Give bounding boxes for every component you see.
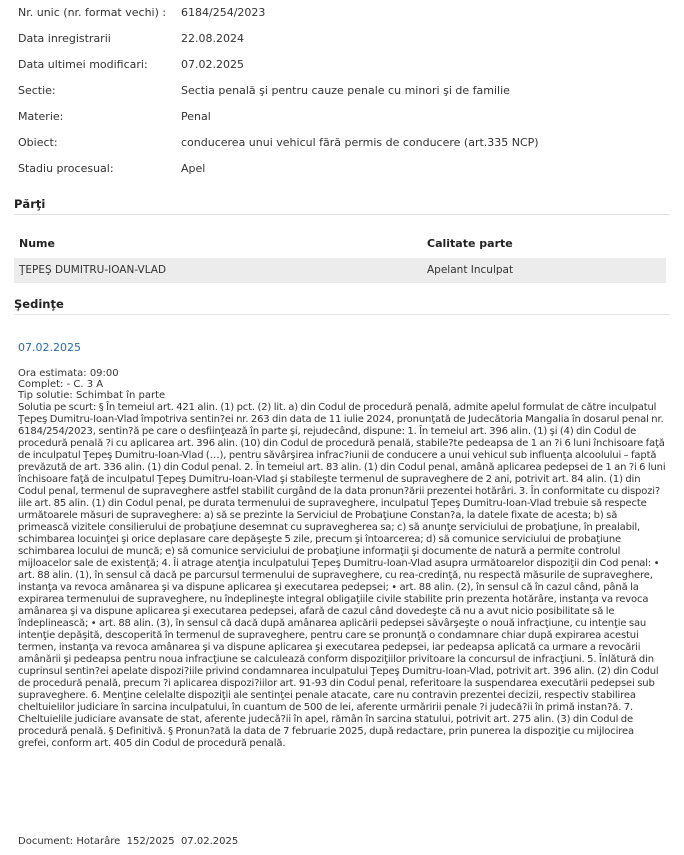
detail-label: Obiect: — [18, 136, 58, 149]
parti-section-title: Părţi — [14, 197, 46, 211]
hearing-panel: Complet: - C. 3 A — [18, 379, 104, 390]
section-divider — [14, 214, 670, 215]
detail-value: 07.02.2025 — [181, 58, 244, 71]
detail-row-data-ultimei-modificari — [18, 52, 668, 78]
detail-row-stadiu-procesual — [18, 156, 668, 182]
detail-row-nr-unic — [18, 0, 668, 26]
detail-row-materie — [18, 104, 668, 130]
party-role: Apelant Inculpat — [427, 264, 514, 276]
column-header-role: Calitate parte — [427, 237, 513, 250]
detail-value: 6184/254/2023 — [181, 6, 266, 19]
detail-row-obiect — [18, 130, 668, 156]
parti-table-row — [14, 258, 666, 283]
detail-label: Sectie: — [18, 84, 56, 97]
detail-label: Nr. unic (nr. format vechi) : — [18, 6, 167, 19]
case-details — [18, 0, 668, 182]
detail-row-data-inregistrarii — [18, 26, 668, 52]
sedinte-section-title: Şedinţe — [14, 297, 64, 311]
hearing-time: Ora estimata: 09:00 — [18, 368, 119, 379]
column-header-name: Nume — [19, 237, 55, 250]
detail-label: Materie: — [18, 110, 64, 123]
detail-value: Penal — [181, 110, 211, 123]
section-divider — [14, 314, 670, 315]
solution-summary: Solutia pe scurt: § În temeiul art. 421 alin. (1) pct. (2) lit. a) din Codul de procedură penală, admite apelul formulat de către inculpatul Ţepeş Dumitru-Ioan-Vlad împotriva sentin?ei nr. 263 din data de 11 iulie 2024, pronunţată de Judecătoria Mangalia în dosarul penal nr. 6184/254/2023, sentin?ă pe care o desfiinţează în parte şi, rejudecând, dispune: 1. În temeiul art. 396 alin. (1) şi (4) din Codul de procedură penală ?i cu aplicarea art. 396 alin. (10) din Codul de procedură penală, stabile?te pedeapsa de 1 an ?i 6 luni închisoare faţă de inculpatul Ţepeş Dumitru-Ioan-Vlad (…), pentru săvârşirea infrac?iunii de conducere a unui vehicul sub influenţa alcoolului – faptă prevăzută de art. 336 alin. (1) din Codul penal. 2. În temeiul art. 83 alin. (1) din Codul penal, amână aplicarea pedepsei de 1 an ?i 6 luni închisoare faţă de inculpatul Ţepeş Dumitru-Ioan-Vlad şi stabileşte termenul de supraveghere de 2 ani, potrivit art. 84 alin. (1) din Codul penal, termenul de supraveghere astfel stabilit curgând de la data pronun?ării prezentei hotărâri. 3. În conformitate cu dispozi?iile art. 85 alin. (1) din Codul penal, pe durata termenului de supraveghere, inculpatul Ţepeş Dumitru-Ioan-Vlad trebuie să respecte următoarele măsuri de supraveghere: a) să se prezinte la Serviciul de Probaţiune Constan?a, la datele fixate de acesta; b) să primească vizitele consilierului de probaţiune desemnat cu supravegherea sa; c) să anunţe serviciului de probaţiune, în prealabil, schimbarea locuinţei şi orice deplasare care depăşeşte 5 zile, precum şi întoarcerea; d) să comunice serviciului de probaţiune schimbarea locului de muncă; e) să comunice serviciului de probaţiune informaţii şi documente de natură a permite controlul mijloacelor sale de existenţă; 4. Îi atrage atenţia inculpatului Ţepeş Dumitru-Ioan-Vlad asupra următoarelor dispoziţii din Cod penal: • art. 88 alin. (1), în sensul că dacă pe parcursul termenului de supraveghere, cu rea-credinţă, nu respectă măsurile de supraveghere, instanţa va revoca amânarea şi va dispune aplicarea şi executarea pedepsei; • art. 88 alin. (2), în sensul că în cazul când, până la expirarea termenului de supraveghere, nu îndeplineşte integral obligaţiile civile stabilite prin prezenta hotărâre, instanţa va revoca amânarea şi va dispune aplicarea şi executarea pedepsei, afară de cazul când dovedeşte că nu a avut nicio posibilitate să le îndeplinească; • art. 88 alin. (3), în sensul că dacă după amânarea aplicării pedepsei săvârşeşte o nouă infracţiune, cu intenţie sau intenţie depăşită, descoperită în termenul de supraveghere, pentru care se pronunţă o condamnare chiar după expirarea acestui termen, instanţa va revoca amânarea şi va dispune aplicarea şi executarea pedepsei, iar pedeapsa aplicată ca urmare a revocării amânării şi pedeapsa pentru noua infracţiune se calculează conform dispoziţiilor privitoare la concursul de infracţiuni. 5. Înlătură din cuprinsul sentin?ei apelate dispozi?iile privind condamnarea inculpatului Ţepeş Dumitru-Ioan-Vlad, potrivit art. 396 alin. (2) din Codul de procedură penală, precum ?i aplicarea dispozi?iilor art. 91-93 din Codul penal, referitoare la suspendarea executării pedepsei sub supraveghere. 6. Menţine celelalte dispoziţii ale sentinţei penale atacate, care nu contravin prezentei decizii, respectiv stabilirea cheltuielilor judiciare în sarcina inculpatului, în cuantum de 500 de lei, aferente urmăririi penale ?i judecă?ii în primă instan?ă. 7. Cheltuielile judiciare avansate de stat, aferente judecă?ii în apel, rămân în sarcina statului, potrivit art. 275 alin. (3) din Codul de procedură penală. § Definitivă. § Pronun?ată la data de 7 februarie 2025, după redactare, prin punerea la dispoziţie cu mijlocirea grefei, conform art. 405 din Codul de procedură penală. — [18, 402, 666, 749]
detail-row-sectie — [18, 78, 668, 104]
detail-value: Apel — [181, 162, 206, 175]
solution-type: Tip solutie: Schimbat în parte — [18, 390, 166, 401]
detail-label: Data inregistrarii — [18, 32, 111, 45]
detail-value: conducerea unui vehicul fără permis de conducere (art.335 NCP) — [181, 136, 539, 149]
parti-table-header — [14, 230, 666, 258]
detail-value: Sectia penală şi pentru cauze penale cu minori şi de familie — [181, 84, 510, 97]
party-name: ŢEPEŞ DUMITRU-IOAN-VLAD — [19, 264, 167, 276]
detail-label: Data ultimei modificari: — [18, 58, 148, 71]
hearing-meta — [18, 368, 668, 401]
hearing-date: 07.02.2025 — [18, 341, 81, 354]
detail-label: Stadiu procesual: — [18, 162, 114, 175]
detail-value: 22.08.2024 — [181, 32, 244, 45]
document-reference: Document: Hotarâre 152/2025 07.02.2025 — [18, 836, 239, 847]
